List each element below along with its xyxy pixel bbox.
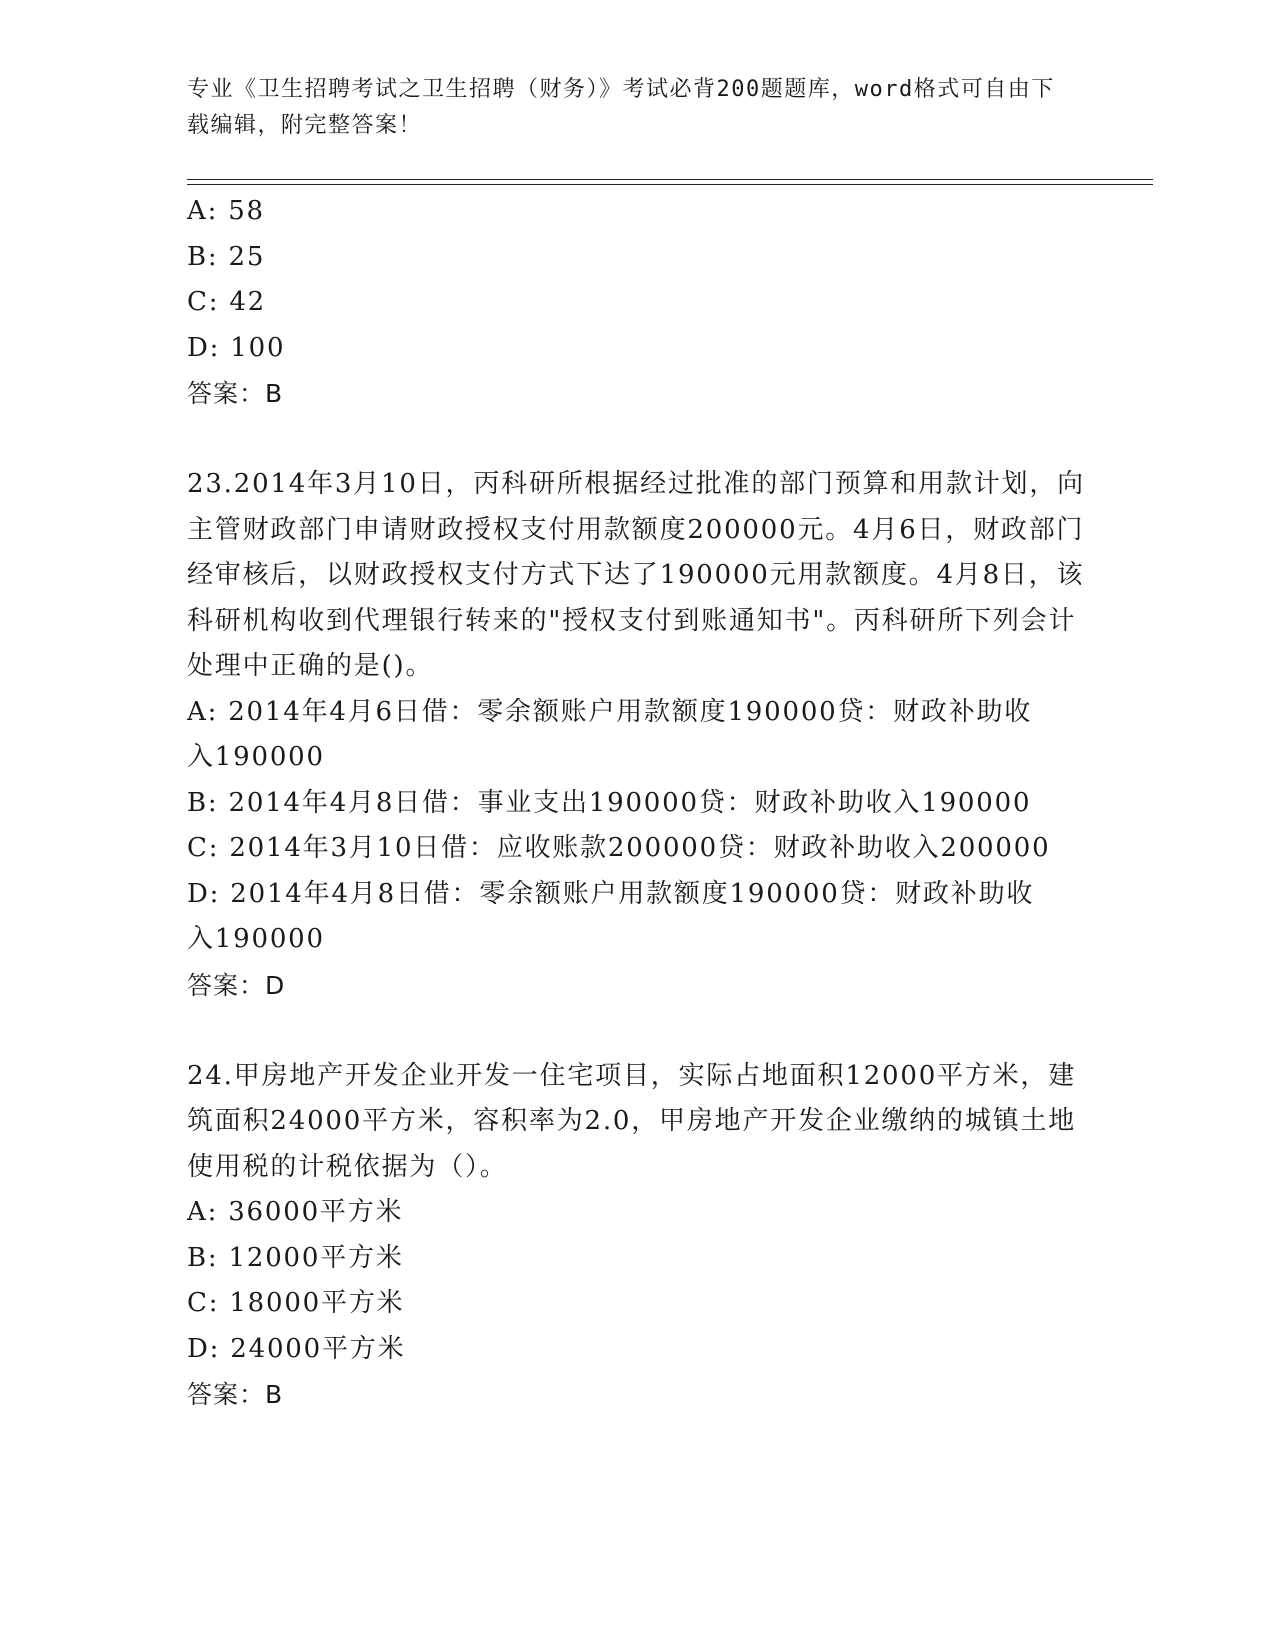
option-d-line-1: D: 2014年4月8日借：零余额账户用款额度190000贷：财政补助收 (187, 878, 1035, 909)
option-b: B: 2014年4月8日借：事业支出190000贷：财政补助收入190000 (187, 787, 1032, 818)
option-d: D: 100 (187, 332, 286, 363)
option-c: C: 18000平方米 (187, 1288, 405, 1318)
option-d: D: 24000平方米 (187, 1333, 406, 1364)
spacer (187, 1008, 1087, 1054)
spacer (187, 417, 1087, 463)
question-content (187, 189, 1087, 1418)
header-divider-bottom (187, 184, 1153, 185)
document-header: 专业《卫生招聘考试之卫生招聘（财务）》考试必背200题题库，word格式可自由下载编辑，附完整答案！ (187, 77, 1055, 138)
header-divider-top (187, 179, 1153, 180)
option-b: B: 25 (187, 241, 266, 272)
question-text: 24.甲房地产开发企业开发一住宅项目，实际占地面积12000平方米，建筑面积24000平方米，容积率为2.0，甲房地产开发企业缴纳的城镇土地使用税的计税依据为（）。 (187, 1060, 1077, 1182)
question-text: 23.2014年3月10日，丙科研所根据经过批准的部门预算和用款计划，向主管财政部门申请财政授权支付用款额度200000元。4月6日，财政部门经审核后，以财政授权支付方式下达了190000元用款额度。4月8日，该科研机构收到代理银行转来的"授权支付到账通知书"。丙科研所下列会计处理中正确的是()。 (187, 469, 1085, 681)
option-c: C: 2014年3月10日借：应收账款200000贷：财政补助收入200000 (187, 833, 1051, 863)
option-a: A: 36000平方米 (187, 1197, 404, 1227)
option-a-line-1: A: 2014年4月6日借：零余额账户用款额度190000贷：财政补助收 (187, 696, 1033, 727)
question-24 (187, 1054, 1087, 1418)
option-a: A: 58 (187, 196, 265, 226)
question-22-options (187, 189, 1087, 417)
option-d-line-2: 入190000 (187, 924, 325, 954)
answer-line: 答案：B (187, 1380, 284, 1409)
answer-line: 答案：B (187, 379, 284, 408)
answer-line: 答案：D (187, 970, 286, 1000)
option-c: C: 42 (187, 287, 267, 317)
question-23 (187, 462, 1087, 1008)
option-a-line-2: 入190000 (187, 742, 325, 772)
option-b: B: 12000平方米 (187, 1242, 404, 1273)
